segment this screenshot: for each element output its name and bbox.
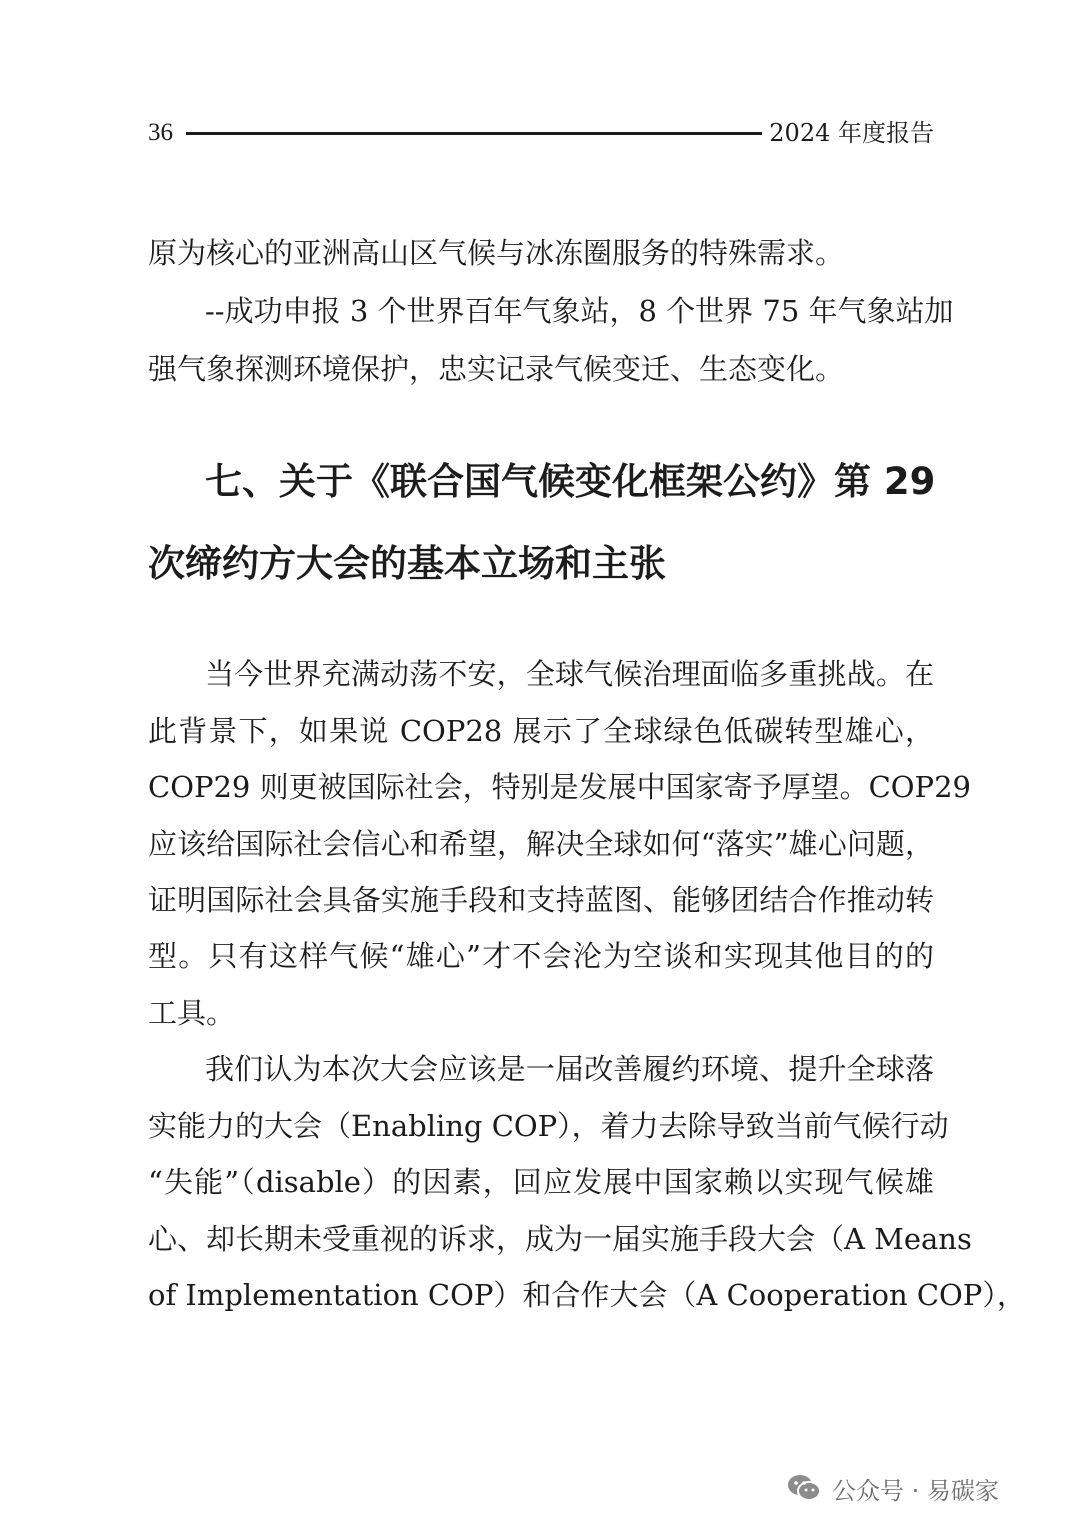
report-title: 2024 年度报告 xyxy=(769,119,934,147)
page-header xyxy=(148,112,934,156)
paragraph-line: 型。只有这样气候“雄心”才不会沦为空谈和实现其他目的的 xyxy=(148,939,934,973)
header-rule xyxy=(186,132,762,135)
wechat-icon xyxy=(786,1473,822,1503)
watermark-text: 公众号 · 易碳家 xyxy=(832,1476,999,1505)
watermark xyxy=(786,1468,999,1508)
paragraph-line: 当今世界充满动荡不安，全球气候治理面临多重挑战。在 xyxy=(205,657,934,691)
paragraph-line: 证明国际社会具备实施手段和支持蓝图、能够团结合作推动转 xyxy=(148,883,934,917)
section-heading-line-1: 七、关于《联合国气候变化框架公约》第 29 xyxy=(205,460,936,503)
paragraph-line: of Implementation COP）和合作大会（A Cooperation COP）， xyxy=(148,1278,1026,1312)
body-line: --成功申报 3 个世界百年气象站，8 个世界 75 年气象站加 xyxy=(205,294,954,328)
paragraph-line: 工具。 xyxy=(148,996,236,1030)
paragraph-line: “失能”（disable）的因素，回应发展中国家赖以实现气候雄 xyxy=(148,1165,934,1199)
section-heading-line-2: 次缔约方大会的基本立场和主张 xyxy=(148,542,666,585)
paragraph-line: 我们认为本次大会应该是一届改善履约环境、提升全球落 xyxy=(205,1052,934,1086)
paragraph-line: 心、却长期未受重视的诉求，成为一届实施手段大会（A Means xyxy=(148,1222,972,1256)
paragraph-line: 此背景下，如果说 COP28 展示了全球绿色低碳转型雄心， xyxy=(148,714,934,748)
paragraph-line: COP29 则更被国际社会，特别是发展中国家寄予厚望。COP29 xyxy=(148,770,971,804)
paragraph-line: 应该给国际社会信心和希望，解决全球如何“落实”雄心问题， xyxy=(148,827,934,861)
body-line: 强气象探测环境保护，忠实记录气候变迁、生态变化。 xyxy=(148,352,845,386)
paragraph-line: 实能力的大会（Enabling COP），着力去除导致当前气候行动 xyxy=(148,1109,949,1143)
page-number: 36 xyxy=(148,119,173,146)
body-line: 原为核心的亚洲高山区气候与冰冻圈服务的特殊需求。 xyxy=(148,236,845,270)
